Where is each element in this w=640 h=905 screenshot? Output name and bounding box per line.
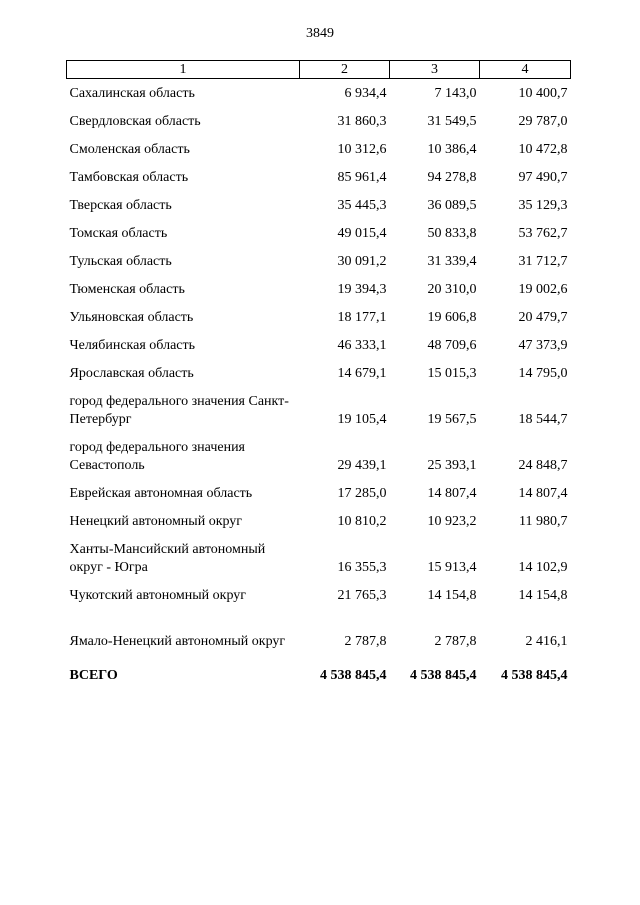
table-header: [67, 61, 571, 79]
total-row: [67, 651, 571, 685]
table-row: [67, 355, 571, 383]
value-col-3-cell: 14 807,4: [427, 486, 477, 501]
value-col-4-cell: 20 479,7: [518, 310, 568, 325]
value-col-4-cell: 24 848,7: [518, 458, 568, 473]
value-col-3-cell: 31 549,5: [427, 114, 477, 129]
value-col-2-cell: 10 810,2: [337, 514, 387, 529]
region-name-cell: город федерального значения Севастополь: [69, 440, 245, 473]
value-col-4-cell: 11 980,7: [519, 514, 568, 529]
page-number: 3849: [306, 26, 334, 41]
region-name-cell: Челябинская область: [69, 338, 195, 353]
value-col-3-cell: 14 154,8: [427, 588, 477, 603]
value-col-2-cell: 10 312,6: [337, 142, 387, 157]
table-body: [67, 79, 571, 686]
table-row: [67, 187, 571, 215]
table-row: [67, 605, 571, 651]
total-label-cell: ВСЕГО: [69, 668, 118, 683]
table-row: [67, 159, 571, 187]
table-row: [67, 475, 571, 503]
value-col-4-cell: 47 373,9: [518, 338, 568, 353]
table-row: [67, 79, 571, 104]
table-row: [67, 271, 571, 299]
value-col-4-cell: 29 787,0: [518, 114, 568, 129]
value-col-2-cell: 2 787,8: [344, 634, 387, 649]
region-name-cell: Ульяновская область: [69, 310, 194, 325]
table-row: [67, 383, 571, 429]
value-col-3-cell: 2 787,8: [434, 634, 477, 649]
value-col-3-cell: 15 913,4: [427, 560, 477, 575]
value-col-2-cell: 49 015,4: [337, 226, 387, 241]
value-col-3-cell: 31 339,4: [427, 254, 477, 269]
region-name-cell: Ярославская область: [69, 366, 194, 381]
value-col-3-cell: 50 833,8: [427, 226, 477, 241]
total-col-3-cell: 4 538 845,4: [410, 668, 477, 683]
value-col-3-cell: 25 393,1: [427, 458, 477, 473]
value-col-2-cell: 30 091,2: [337, 254, 387, 269]
total-col-4-cell: 4 538 845,4: [501, 668, 568, 683]
region-name-cell: Тверская область: [69, 198, 172, 213]
value-col-4-cell: 14 807,4: [518, 486, 568, 501]
value-col-4-cell: 2 416,1: [525, 634, 568, 649]
region-name-cell: Свердловская область: [69, 114, 201, 129]
table-row: [67, 429, 571, 475]
value-col-2-cell: 19 105,4: [337, 412, 387, 427]
region-name-cell: Тульская область: [69, 254, 172, 269]
value-col-2-cell: 19 394,3: [337, 282, 387, 297]
value-col-4-cell: 35 129,3: [518, 198, 568, 213]
region-name-cell: Смоленская область: [69, 142, 190, 157]
table-row: [67, 327, 571, 355]
value-col-2-cell: 85 961,4: [337, 170, 387, 185]
value-col-2-cell: 46 333,1: [337, 338, 387, 353]
value-col-2-cell: 6 934,4: [344, 86, 387, 101]
value-col-3-cell: 19 567,5: [427, 412, 477, 427]
value-col-4-cell: 10 400,7: [518, 86, 568, 101]
table-row: [67, 531, 571, 577]
region-name-cell: Ханты-Мансийский автономный округ - Югра: [69, 542, 266, 575]
region-name-cell: Чукотский автономный округ: [69, 588, 247, 603]
region-name-cell: Сахалинская область: [69, 86, 195, 101]
value-col-3-cell: 94 278,8: [427, 170, 477, 185]
value-col-4-cell: 19 002,6: [518, 282, 568, 297]
value-col-3-cell: 36 089,5: [427, 198, 477, 213]
value-col-2-cell: 18 177,1: [337, 310, 387, 325]
value-col-3-cell: 15 015,3: [427, 366, 477, 381]
value-col-4-cell: 31 712,7: [518, 254, 568, 269]
value-col-4-cell: 97 490,7: [518, 170, 568, 185]
value-col-3-cell: 7 143,0: [434, 86, 477, 101]
region-name-cell: Тамбовская область: [69, 170, 189, 185]
value-col-2-cell: 14 679,1: [337, 366, 387, 381]
column-header-1: 1: [67, 61, 300, 79]
table-header-row: [67, 61, 571, 79]
value-col-4-cell: 53 762,7: [518, 226, 568, 241]
table-row: [67, 131, 571, 159]
table-row: [67, 103, 571, 131]
value-col-2-cell: 31 860,3: [337, 114, 387, 129]
budget-table: [66, 60, 571, 685]
value-col-4-cell: 14 154,8: [518, 588, 568, 603]
value-col-4-cell: 14 795,0: [518, 366, 568, 381]
table-row: [67, 215, 571, 243]
region-name-cell: Ненецкий автономный округ: [69, 514, 243, 529]
column-header-4: 4: [480, 61, 571, 79]
column-header-3: 3: [390, 61, 480, 79]
region-name-cell: город федерального значения Санкт-Петербург: [69, 394, 289, 427]
value-col-2-cell: 17 285,0: [337, 486, 387, 501]
value-col-4-cell: 18 544,7: [518, 412, 568, 427]
value-col-4-cell: 14 102,9: [518, 560, 568, 575]
table-row: [67, 299, 571, 327]
value-col-4-cell: 10 472,8: [518, 142, 568, 157]
table-row: [67, 577, 571, 605]
value-col-2-cell: 16 355,3: [337, 560, 387, 575]
total-col-2-cell: 4 538 845,4: [320, 668, 387, 683]
value-col-2-cell: 35 445,3: [337, 198, 387, 213]
value-col-3-cell: 19 606,8: [427, 310, 477, 325]
value-col-3-cell: 48 709,6: [427, 338, 477, 353]
value-col-2-cell: 29 439,1: [337, 458, 387, 473]
budget-table-container: [66, 60, 570, 685]
value-col-3-cell: 20 310,0: [427, 282, 477, 297]
column-header-2: 2: [300, 61, 390, 79]
value-col-3-cell: 10 386,4: [427, 142, 477, 157]
value-col-2-cell: 21 765,3: [337, 588, 387, 603]
table-row: [67, 243, 571, 271]
region-name-cell: Ямало-Ненецкий автономный округ: [69, 634, 286, 649]
region-name-cell: Тюменская область: [69, 282, 185, 297]
region-name-cell: Еврейская автономная область: [69, 486, 253, 501]
table-row: [67, 503, 571, 531]
region-name-cell: Томская область: [69, 226, 168, 241]
value-col-3-cell: 10 923,2: [427, 514, 477, 529]
